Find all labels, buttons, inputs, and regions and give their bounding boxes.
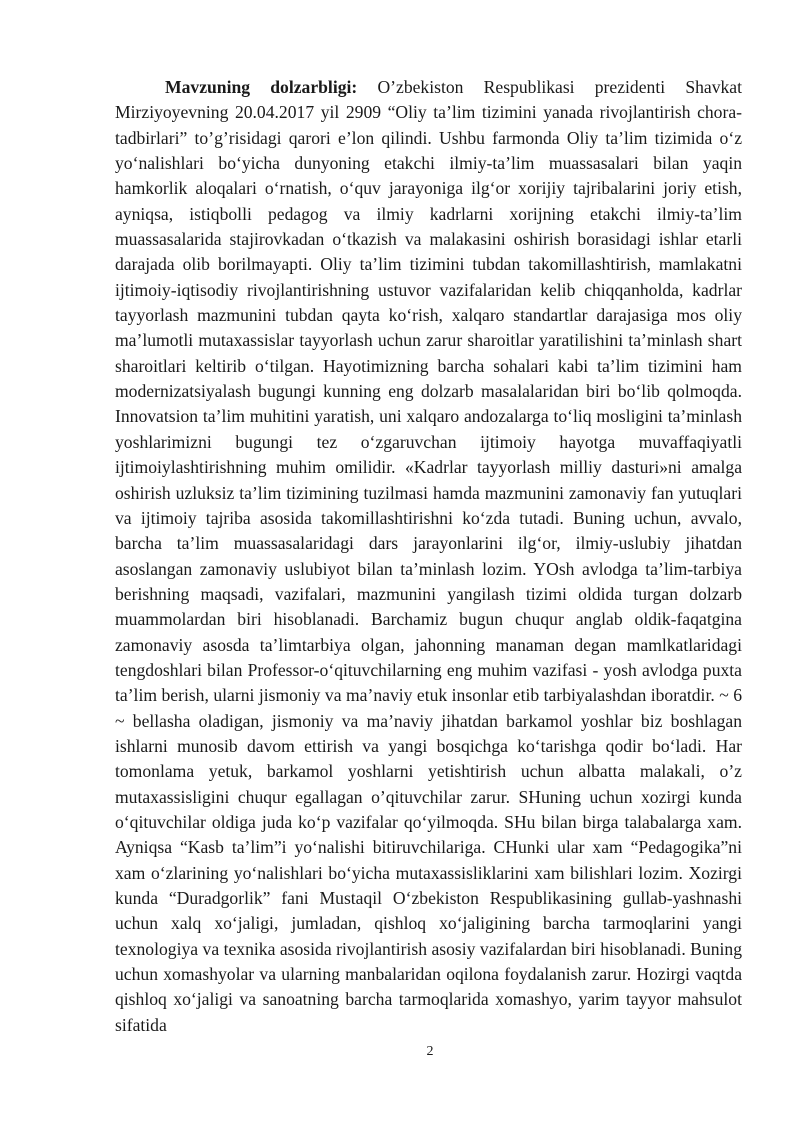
page-number: 2 <box>426 1044 434 1059</box>
body-paragraph <box>115 75 742 1038</box>
body-text: O’zbekiston Respublikasi prezidenti Shavkat Mirziyoyevning 20.04.2017 yil 2909 “Oliy ta’lim tizimini yanada rivojlantirish chora-tadbirlari” to’g’risidagi qarori e’lon qilindi. Ushbu farmonda Oliy ta’lim tizimida o‘z yo‘nalishlari bo‘yicha dunyoning etakchi ilmiy-ta’lim muassasalari bilan yaqin hamkorlik aloqalari o‘rnatish, o‘quv jarayoniga ilg‘or xorijiy tajribalarini joriy etish, ayniqsa, istiqbolli pedagog va ilmiy kadrlarni xorijning etakchi ilmiy-ta’lim muassasalarida stajirovkadan o‘tkazish va malakasini oshirish borasidagi ishlar etarli darajada olib borilmayapti. Oliy ta’lim tizimini tubdan takomillashtirish, mamlakatni ijtimoiy-iqtisodiy rivojlantirishning ustuvor vazifalaridan kelib chiqqanholda, kadrlar tayyorlash mazmunini tubdan qayta ko‘rish, xalqaro standartlar darajasiga mos oliy ma’lumotli mutaxassislar tayyorlash uchun zarur sharoitlar yaratilishini ta’minlash shart sharoitlari keltirib o‘tilgan. Hayotimizning barcha sohalari kabi ta’lim tizimini ham modernizatsiyalash bugungi kunning eng dolzarb masalalaridan biri bo‘lib qolmoqda. Innovatsion ta’lim muhitini yaratish, uni xalqaro andozalarga to‘liq mosligini ta’minlash yoshlarimizni bugungi tez o‘zgaruvchan ijtimoiy hayotga muvaffaqiyatli ijtimoiylashtirishning muhim omilidir. «Kadrlar tayyorlash milliy dasturi»ni amalga oshirish uzluksiz ta’lim tizimining tuzilmasi hamda mazmunini zamonaviy fan yutuqlari va ijtimoiy tajriba asosida takomillashtirishni ko‘zda tutadi. Buning uchun, avvalo, barcha ta’lim muassasalaridagi dars jarayonlarini ilg‘or, ilmiy-uslubiy jihatdan asoslangan zamonaviy uslubiyot bilan ta’minlash lozim. YOsh avlodga ta’lim-tarbiya berishning maqsadi, vazifalari, mazmunini yangilash tizimi oldida turgan dolzarb muammolardan biri hisoblanadi. Barchamiz bugun chuqur anglab oldik-faqatgina zamonaviy asosda ta’limtarbiya olgan, jahonning manaman degan mamlkatlaridagi tengdoshlari bilan Professor-o‘qituvchilarning eng muhim vazifasi - yosh avlodga puxta ta’lim berish, ularni jismoniy va ma’naviy etuk insonlar etib tarbiyalashdan iboratdir. ~ 6 ~ bellasha oladigan, jismoniy va ma’naviy jihatdan barkamol yoshlar biz boshlagan ishlarni munosib davom ettirish va yangi bosqichga ko‘tarishga qodir bo‘ladi. Har tomonlama yetuk, barkamol yoshlarni yetishtirish uchun albatta malakali, o’z mutaxassisligini chuqur egallagan o’qituvchilar zarur. SHuning uchun xozirgi kunda o‘qituvchilar oldiga juda ko‘p vazifalar qo‘yilmoqda. SHu bilan birga talabalarga xam. Ayniqsa “Kasb ta’lim”i yo‘nalishi bitiruvchilariga. CHunki ular xam “Pedagogika”ni xam o‘zlarining yo‘nalishlari bo‘yicha mutaxassisliklarini xam bilishlari lozim. Xozirgi kunda “Duradgorlik” fani Mustaqil O‘zbekiston Respublikasining gullab-yashnashi uchun xalq xo‘jaligi, jumladan, qishloq xo‘jaligining barcha tarmoqlarini yangi texnologiya va texnika asosida rivojlantirish asosiy vazifalardan biri hisoblanadi. Buning uchun xomashyolar va ularning manbalaridan oqilona foydalanish zarur. Hozirgi vaqtda qishloq xo‘jaligi va sanoatning barcha tarmoqlarida xomashyo, yarim tayyor mahsulot sifatida <box>115 77 742 1035</box>
section-heading: Mavzuning dolzarbligi: <box>165 77 358 97</box>
